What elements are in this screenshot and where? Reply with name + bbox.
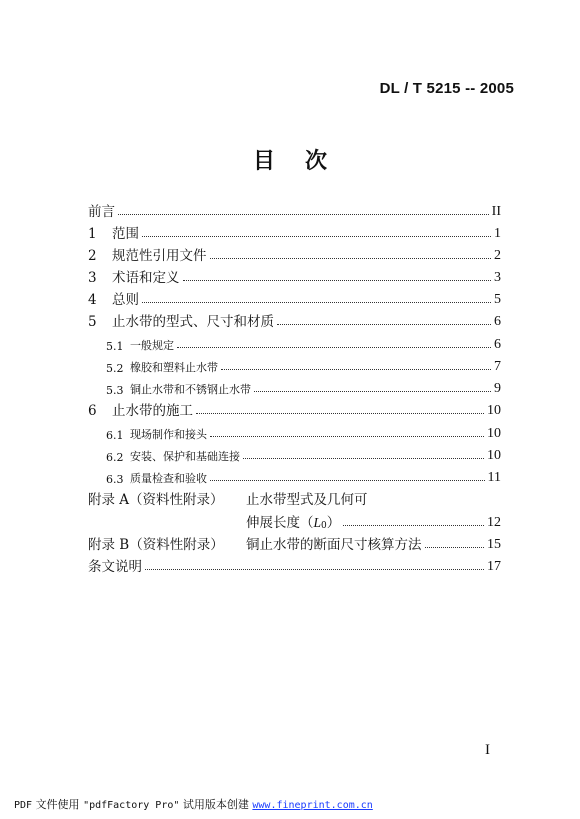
toc-entry-number: 5.3 bbox=[106, 384, 124, 397]
toc-entry-page: 7 bbox=[494, 359, 501, 374]
toc-entry-page: 1 bbox=[494, 226, 501, 241]
toc-entry-page: 10 bbox=[487, 426, 501, 441]
footer-product: "pdfFactory Pro" bbox=[83, 800, 180, 811]
toc-entry[interactable] bbox=[88, 377, 501, 397]
appendix-a-title-line2-end: ） bbox=[326, 515, 341, 531]
toc-entry[interactable] bbox=[88, 288, 501, 308]
toc-entry-number: 5.2 bbox=[106, 362, 124, 375]
toc-entry-page: 2 bbox=[494, 248, 501, 263]
toc-entry-title: 现场制作和接头 bbox=[130, 428, 207, 441]
footer-link[interactable]: www.fineprint.com.cn bbox=[252, 800, 373, 811]
appendix-a-title-line2: 伸展长度（ bbox=[246, 515, 314, 531]
explanation-page: 17 bbox=[487, 559, 501, 574]
appendix-b-title: 铜止水带的断面尺寸核算方法 bbox=[246, 537, 422, 553]
toc-leader-dots bbox=[243, 458, 484, 459]
toc-leader-dots bbox=[196, 413, 484, 414]
toc-leader-dots bbox=[118, 214, 489, 215]
toc-entry-page: 6 bbox=[494, 314, 501, 329]
toc-entry-title: 术语和定义 bbox=[112, 270, 180, 286]
toc-entry-number: 4 bbox=[88, 292, 97, 308]
toc-entry[interactable] bbox=[88, 244, 501, 264]
toc-entry-number: 6.1 bbox=[106, 429, 124, 442]
toc-entry-title: 安装、保护和基础连接 bbox=[130, 450, 240, 463]
toc-entry-appendix-b[interactable] bbox=[88, 533, 501, 553]
toc-entry-page: 3 bbox=[494, 270, 501, 285]
toc-entry[interactable] bbox=[88, 422, 501, 442]
toc-leader-dots bbox=[221, 369, 491, 370]
pdf-footer bbox=[14, 796, 373, 812]
toc-entry-title: 总则 bbox=[112, 292, 139, 308]
appendix-a-symbol: L bbox=[313, 515, 322, 530]
toc-leader-dots bbox=[145, 569, 484, 570]
toc-entry-page: II bbox=[491, 204, 501, 219]
toc-leader-dots bbox=[142, 302, 491, 303]
toc-entry-page: 5 bbox=[494, 292, 501, 307]
toc-entry-title: 止水带的施工 bbox=[112, 403, 193, 419]
appendix-a-subscript: 0 bbox=[321, 521, 327, 531]
toc-entry-title: 范围 bbox=[112, 226, 139, 242]
toc-entry-page: 9 bbox=[494, 381, 501, 396]
toc-leader-dots bbox=[183, 280, 492, 281]
toc-entry-number: 5 bbox=[88, 314, 97, 330]
toc-entry[interactable] bbox=[88, 444, 501, 464]
toc-entry-title: 止水带的型式、尺寸和材质 bbox=[112, 314, 274, 330]
footer-prefix: PDF bbox=[14, 800, 33, 811]
toc-entry-title: 规范性引用文件 bbox=[112, 248, 207, 264]
toc-leader-dots bbox=[277, 324, 491, 325]
toc-leader-dots bbox=[142, 236, 491, 237]
appendix-b-label: 附录 B（资料性附录） bbox=[88, 537, 224, 553]
toc-entry[interactable] bbox=[88, 266, 501, 286]
toc-entry[interactable] bbox=[88, 200, 501, 220]
appendix-a-page: 12 bbox=[487, 515, 501, 530]
explanation-title: 条文说明 bbox=[88, 559, 142, 575]
toc-entry-number: 6.3 bbox=[106, 473, 124, 486]
toc-leader-dots bbox=[210, 480, 485, 481]
toc-entry[interactable] bbox=[88, 333, 501, 353]
toc-entry-page: 11 bbox=[487, 470, 501, 485]
footer-text-1: 文件使用 bbox=[35, 798, 80, 811]
toc-leader-dots bbox=[343, 525, 484, 526]
toc-leader-dots bbox=[210, 258, 492, 259]
toc-entry-title: 橡胶和塑料止水带 bbox=[130, 361, 218, 374]
toc-entry-title: 质量检查和验收 bbox=[130, 472, 207, 485]
appendix-a-label: 附录 A（资料性附录） bbox=[88, 492, 224, 508]
toc-leader-dots bbox=[177, 347, 491, 348]
page-number: I bbox=[485, 742, 490, 758]
toc-entry-title: 铜止水带和不锈钢止水带 bbox=[130, 383, 251, 396]
toc-entry-explanation[interactable] bbox=[88, 555, 501, 575]
toc-entry-number: 6.2 bbox=[106, 451, 124, 464]
toc-entry[interactable] bbox=[88, 355, 501, 375]
footer-text-2: 试用版本创建 bbox=[182, 798, 249, 811]
toc-leader-dots bbox=[254, 391, 491, 392]
toc-entry[interactable] bbox=[88, 222, 501, 242]
toc-entry-title: 前言 bbox=[88, 204, 115, 220]
toc-leader-dots bbox=[425, 547, 485, 548]
toc-entry-appendix-a-cont[interactable] bbox=[88, 511, 501, 531]
page-title: 目次 bbox=[252, 149, 357, 174]
appendix-b-page: 15 bbox=[487, 537, 501, 552]
toc-entry-appendix-a[interactable] bbox=[88, 488, 501, 508]
appendix-a-title-line1: 止水带型式及几何可 bbox=[246, 492, 368, 508]
standard-code: DL / T 5215 -- 2005 bbox=[379, 80, 514, 97]
toc-entry-page: 10 bbox=[487, 403, 501, 418]
toc-leader-dots bbox=[210, 436, 484, 437]
toc-entry-title: 一般规定 bbox=[130, 339, 174, 352]
toc-entry-number: 1 bbox=[88, 226, 97, 242]
toc-entry-page: 10 bbox=[487, 448, 501, 463]
toc-entry[interactable] bbox=[88, 466, 501, 486]
toc-entry[interactable] bbox=[88, 310, 501, 330]
toc-entry-number: 3 bbox=[88, 270, 97, 286]
toc-entry-page: 6 bbox=[494, 337, 501, 352]
toc-entry-number: 2 bbox=[88, 248, 97, 264]
toc-entry-number: 6 bbox=[88, 403, 97, 419]
toc-entry-number: 5.1 bbox=[106, 340, 124, 353]
toc-entry[interactable] bbox=[88, 399, 501, 419]
